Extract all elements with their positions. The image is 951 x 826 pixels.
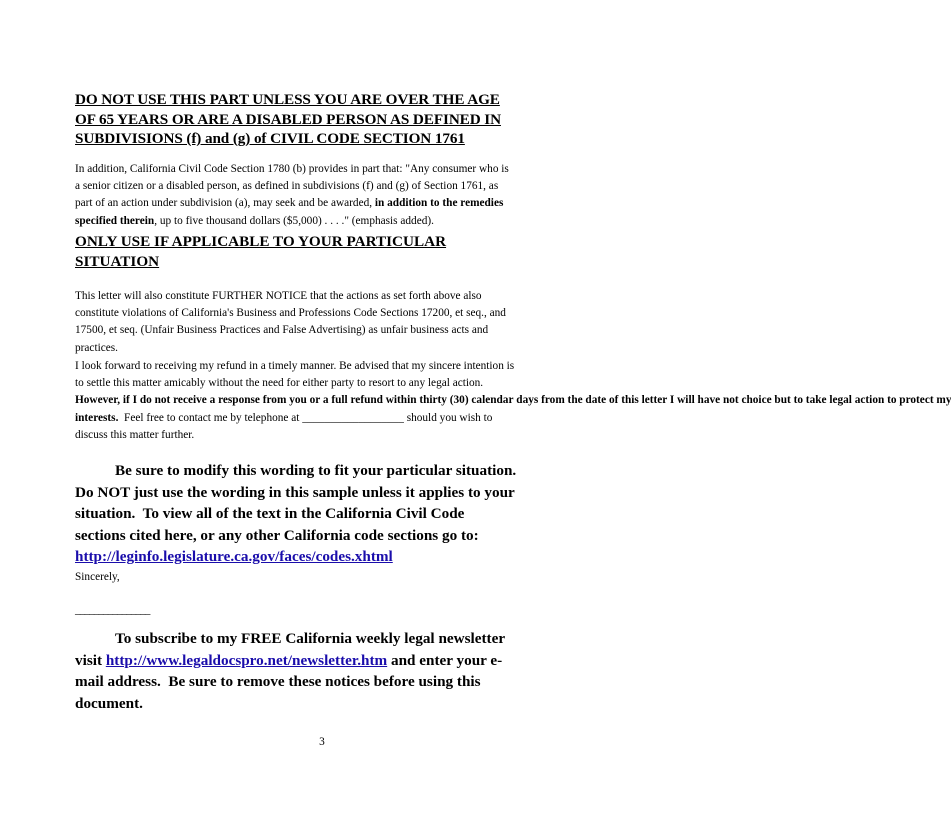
heading-line: DO NOT USE THIS PART UNLESS YOU ARE OVER THE AGE bbox=[75, 91, 500, 108]
codes-link[interactable]: http://leginfo.legislature.ca.gov/faces/codes.xhtml bbox=[75, 548, 393, 566]
text-bold: specified therein bbox=[75, 214, 155, 227]
paragraph-civil-code bbox=[75, 161, 509, 230]
newsletter-link[interactable]: http://www.legaldocspro.net/newsletter.htm bbox=[105, 651, 388, 669]
notice-line: Do NOT just use the wording in this sample unless it applies to your bbox=[75, 483, 515, 501]
text-line: 17500, et seq. (Unfair Business Practices and False Advertising) as unfair business acts and bbox=[75, 324, 489, 337]
heading-line: ONLY USE IF APPLICABLE TO YOUR PARTICULAR bbox=[75, 233, 447, 250]
notice-line: mail address. Be sure to remove these notices before using this bbox=[75, 673, 481, 691]
text-line: I look forward to receiving my refund in a timely manner. Be advised that my sincere intention is bbox=[75, 360, 515, 372]
notice-line bbox=[75, 650, 505, 672]
text-bold: in addition to the remedies bbox=[374, 197, 504, 210]
closing-sincerely: Sincerely, bbox=[75, 571, 120, 583]
text-run: , up to five thousand dollars ($5,000) . . . ." (emphasis added). bbox=[154, 214, 434, 227]
text-bold: However, if I do not receive a response from you or a full refund within thirty (30) calendar bbox=[75, 394, 514, 407]
heading-line: OF 65 YEARS OR ARE A DISABLED PERSON AS DEFINED IN bbox=[75, 110, 501, 128]
text-line: constitute violations of California's Business and Professions Code Sections 17200, et seq., and bbox=[75, 307, 506, 320]
notice-line: document. bbox=[75, 694, 143, 712]
notice-line: sections cited here, or any other California code sections go to: bbox=[75, 526, 479, 544]
text-run: part of an action under subdivision (a), may seek and be awarded, bbox=[75, 197, 375, 210]
paragraph-refund bbox=[75, 358, 951, 444]
notice-line: situation. To view all of the text in the California Civil Code bbox=[75, 505, 465, 523]
text-line: This letter will also constitute FURTHER NOTICE that the actions as set forth above also bbox=[75, 290, 482, 302]
text-line bbox=[75, 195, 509, 212]
text-bold: interests. bbox=[75, 411, 119, 424]
text-run: Feel free to contact me by telephone at __________________ should you wish to bbox=[118, 411, 493, 424]
text-bold: days from the date of this letter I will have not choice but to take legal action to protect my bbox=[516, 394, 951, 407]
text-line: In addition, California Civil Code Section 1780 (b) provides in part that: "Any consumer who is bbox=[75, 163, 509, 175]
text-line: practices. bbox=[75, 341, 118, 354]
notice-newsletter bbox=[75, 628, 505, 714]
text-line bbox=[75, 213, 509, 230]
notice-modify-wording bbox=[75, 460, 516, 568]
page-number: 3 bbox=[319, 736, 325, 748]
notice-line: Be sure to modify this wording to fit your particular situation. bbox=[115, 462, 517, 479]
text-line: to settle this matter amicably without the need for either party to resort to any legal action. bbox=[75, 377, 484, 390]
heading-line: SITUATION bbox=[75, 252, 160, 270]
text-line: a senior citizen or a disabled person, as defined in subdivisions (f) and (g) of Section 1761, as bbox=[75, 180, 499, 193]
section-heading-applicable bbox=[75, 232, 446, 271]
text-run: and enter your e- bbox=[387, 651, 503, 669]
text-line: discuss this matter further. bbox=[75, 428, 195, 441]
paragraph-further-notice bbox=[75, 288, 506, 357]
text-run: visit bbox=[75, 651, 106, 669]
notice-line: To subscribe to my FREE California weekly legal newsletter bbox=[115, 630, 506, 647]
heading-line: SUBDIVISIONS (f) and (g) of CIVIL CODE SECTION 1761 bbox=[75, 130, 465, 147]
signature-line: ________________ bbox=[75, 604, 150, 616]
section-heading-senior bbox=[75, 90, 569, 149]
text-line bbox=[75, 410, 951, 427]
